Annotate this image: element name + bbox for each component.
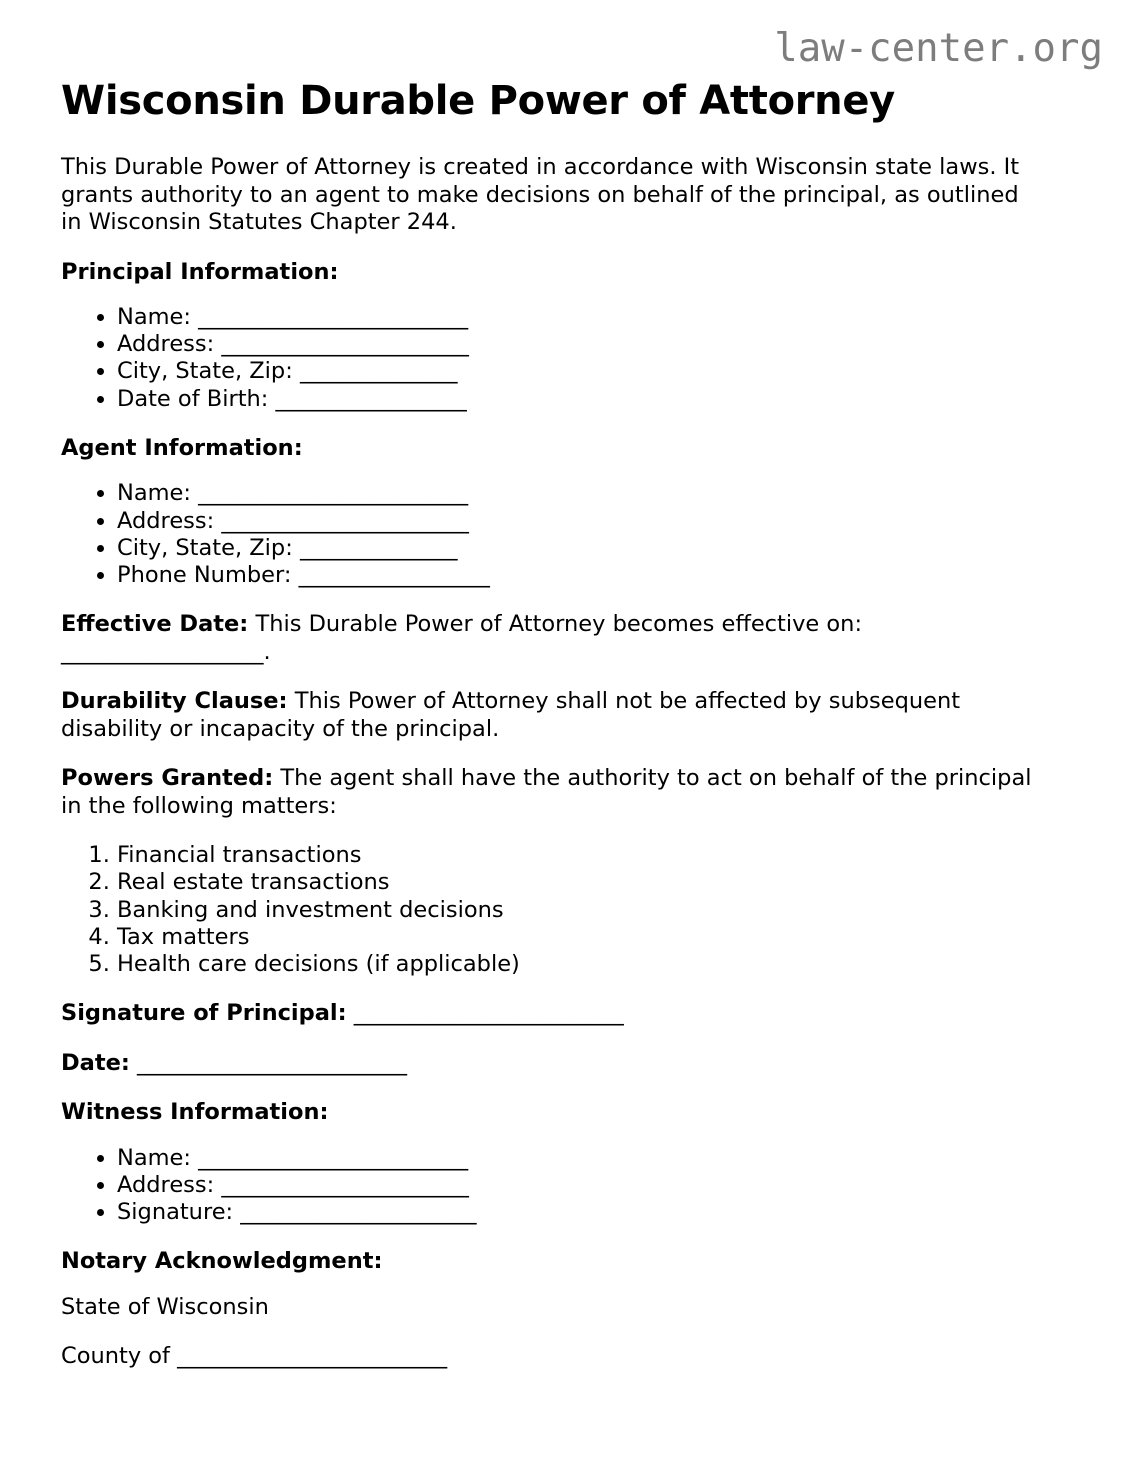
field-label: Name:	[117, 304, 199, 330]
powers-granted-paragraph	[61, 765, 1044, 820]
fill-in-blank[interactable]: ______________	[299, 358, 458, 385]
field-label: Date of Birth:	[117, 385, 276, 412]
section-heading-notary-acknowledgment: Notary Acknowledgment:	[61, 1248, 383, 1275]
fill-in-blank[interactable]: ______________________	[221, 331, 469, 358]
powers-granted-text: The agent shall have the authority to act on behalf of the principal in the following matters:	[61, 765, 1032, 819]
fill-in-blank[interactable]: ________________________	[198, 1144, 469, 1171]
field-label: Name:	[117, 1144, 199, 1171]
durability-clause-text: This Power of Attorney shall not be affected by subsequent disability or incapacity of the principal.	[61, 688, 961, 742]
signature-date-label: Date:	[61, 1049, 130, 1076]
field-label: City, State, Zip:	[117, 358, 300, 385]
fill-in-blank[interactable]: ________________________	[129, 1049, 408, 1076]
field-label: Phone Number:	[117, 561, 299, 588]
list-item: 1. Financial transactions	[117, 842, 1044, 869]
notary-county-line	[61, 1343, 1044, 1371]
durability-clause-paragraph	[61, 688, 1044, 743]
site-watermark: law-center.org	[774, 26, 1103, 71]
effective-date-paragraph	[61, 611, 1044, 666]
list-item	[117, 386, 1044, 413]
list-item	[117, 480, 1044, 507]
effective-date-label: Effective Date:	[61, 611, 249, 638]
list-item	[117, 1199, 1044, 1226]
fill-in-blank[interactable]: ________________________	[177, 1343, 448, 1370]
signature-date-line	[61, 1050, 1044, 1078]
fill-in-blank[interactable]: ________________________	[198, 304, 469, 330]
section-heading-witness-information: Witness Information:	[61, 1099, 329, 1126]
field-label: Address:	[117, 331, 222, 358]
list-item	[117, 1172, 1044, 1199]
section-heading-agent-information: Agent Information:	[61, 434, 303, 461]
fill-in-blank[interactable]: ________________________	[346, 1000, 624, 1027]
list-item: 4. Tax matters	[117, 924, 1044, 951]
fill-in-blank[interactable]: ______________	[299, 534, 458, 561]
effective-date-period: .	[263, 638, 271, 665]
powers-granted-label: Powers Granted:	[61, 765, 274, 792]
fill-in-blank[interactable]: _________________	[298, 561, 490, 588]
list-item	[117, 358, 1044, 385]
list-item: 5. Health care decisions (if applicable)	[117, 951, 1044, 978]
document-body	[61, 76, 1044, 1393]
fill-in-blank[interactable]: _________________	[275, 385, 467, 412]
field-label: City, State, Zip:	[117, 534, 300, 561]
intro-paragraph: This Durable Power of Attorney is created in accordance with Wisconsin state laws. It grants authority to an agent to make decisions on behalf of the principal, as outlined in Wisconsin Statutes Chapter 244.	[61, 154, 1020, 235]
list-item: 3. Banking and investment decisions	[117, 897, 1044, 924]
signature-of-principal-line	[61, 1000, 1044, 1028]
fill-in-blank[interactable]: __________________	[61, 638, 264, 665]
field-label: Name:	[117, 480, 199, 507]
fill-in-blank[interactable]: ________________________	[198, 480, 469, 507]
effective-date-text: This Durable Power of Attorney becomes effective on:	[248, 611, 863, 638]
signature-of-principal-label: Signature of Principal:	[61, 1000, 347, 1027]
list-item	[117, 562, 1044, 589]
list-item: 2. Real estate transactions	[117, 869, 1044, 896]
fill-in-blank[interactable]: ______________________	[221, 507, 469, 534]
section-heading-principal-information: Principal Information:	[61, 258, 339, 285]
durability-clause-label: Durability Clause:	[61, 688, 288, 715]
fill-in-blank[interactable]: _____________________	[240, 1199, 477, 1226]
county-label: County of	[61, 1343, 178, 1370]
principal-field-list	[61, 304, 1044, 413]
agent-field-list	[61, 480, 1044, 589]
page-title: Wisconsin Durable Power of Attorney	[61, 78, 895, 124]
notary-state-line: State of Wisconsin	[61, 1293, 269, 1320]
list-item	[117, 535, 1044, 562]
list-item	[117, 331, 1044, 358]
powers-granted-list	[61, 842, 1044, 978]
list-item	[117, 508, 1044, 535]
field-label: Address:	[117, 1171, 222, 1198]
list-item	[117, 304, 1044, 331]
fill-in-blank[interactable]: ______________________	[221, 1171, 469, 1198]
field-label: Signature:	[117, 1199, 241, 1226]
witness-field-list	[61, 1145, 1044, 1227]
field-label: Address:	[117, 507, 222, 534]
list-item	[117, 1145, 1044, 1172]
